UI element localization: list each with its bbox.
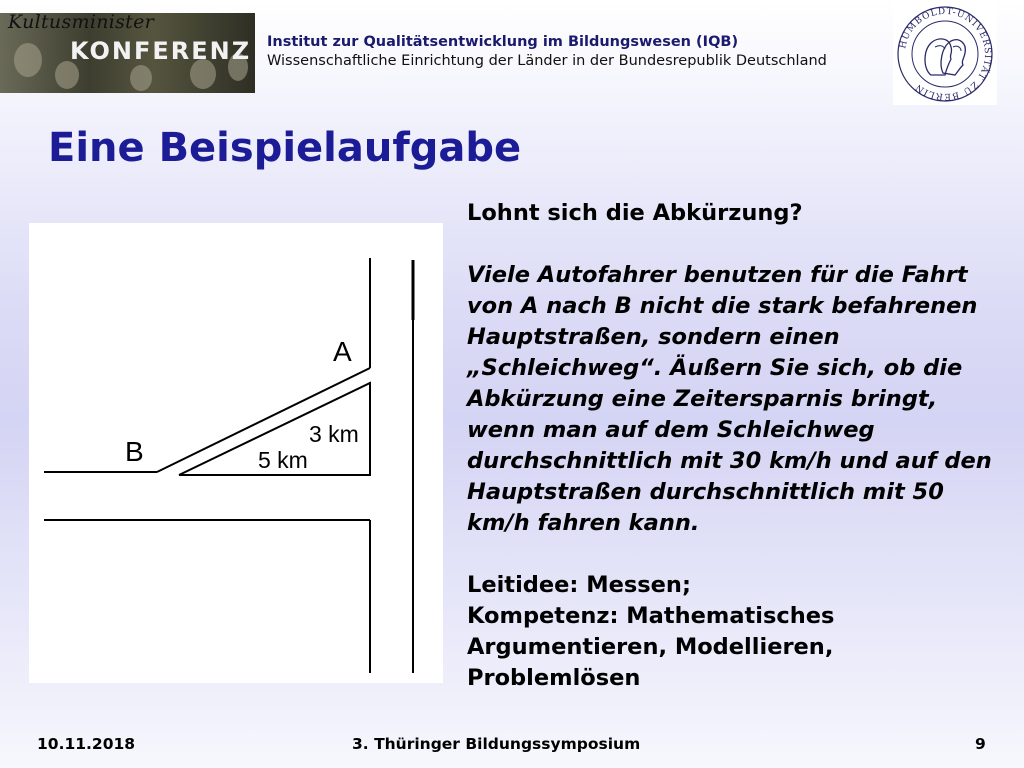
institute-info (267, 33, 867, 71)
footer-date: 10.11.2018 (37, 735, 136, 753)
footer-page-number: 9 (975, 735, 986, 753)
road-map-diagram (29, 223, 443, 683)
task-question: Lohnt sich die Abkürzung? (467, 200, 803, 226)
institute-description: Wissenschaftliche Einrichtung der Länder in der Bundesrepublik Deutschland (267, 53, 827, 69)
leitidee: Leitidee: Messen; (467, 572, 691, 598)
label-5km: 5 km (258, 447, 308, 473)
page-title: Eine Beispielaufgabe (48, 125, 522, 171)
road-map-figure (29, 223, 443, 683)
kmk-logo-top-word: Kultusminister (8, 13, 155, 33)
label-a: A (333, 336, 352, 367)
university-seal (893, 3, 997, 105)
task-description: Viele Autofahrer benutzen für die Fahrt von A nach B nicht die stark befahrenen Hauptstraßen, sondern einen „Schleichweg“. Äußern Sie sich, ob die Abkürzung eine Zeitersparnis bringt, wenn man auf dem Schleichweg durchschnittlich mit 30 km/h und auf den Hauptstraßen durchschnittlich mit 50 km/h fahren kann. (467, 262, 992, 536)
university-seal-graphic (893, 3, 997, 105)
kmk-logo (0, 13, 255, 93)
kompetenz: Kompetenz: Mathematisches Argumentieren, Modellieren, Problemlösen (467, 603, 835, 691)
label-b: B (125, 436, 144, 467)
institute-name: Institut zur Qualitätsentwicklung im Bildungswesen (IQB) (267, 34, 739, 50)
label-3km: 3 km (309, 421, 359, 447)
task-text-column (467, 198, 1012, 694)
kmk-logo-main-word: KONFERENZ (70, 37, 252, 65)
university-seal-ring-text: HUMBOLDT-UNIVERSITÄT ZU BERLIN (898, 6, 993, 102)
footer-event: 3. Thüringer Bildungssymposium (352, 735, 641, 753)
